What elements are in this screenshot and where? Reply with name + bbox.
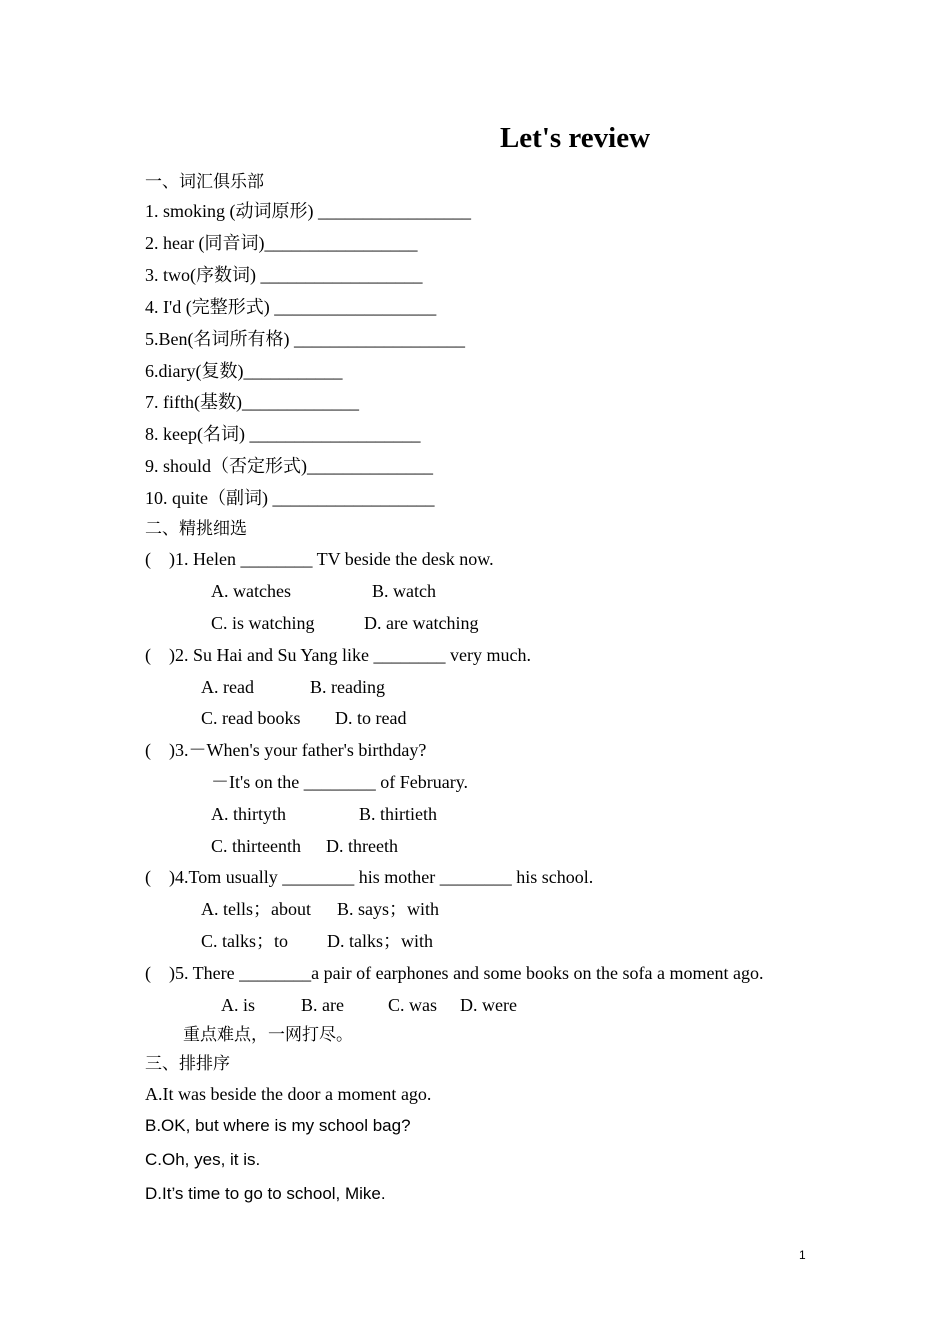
vocab-item-1: 1. smoking (动词原形) _________________ <box>145 201 471 221</box>
question-3-option-d: D. threeth <box>326 836 398 856</box>
question-3-option-a: A. thirtyth <box>211 804 286 824</box>
question-2-option-a: A. read <box>201 677 254 697</box>
question-5-stem: ( )5. There ________a pair of earphones and some books on the sofa a moment ago. <box>145 963 764 983</box>
page-title: Let's review <box>499 122 651 154</box>
question-4-stem: ( )4.Tom usually ________ his mother ________ his school. <box>145 867 594 887</box>
question-4-option-b: B. says；with <box>337 899 440 919</box>
question-1-option-a: A. watches <box>211 581 291 601</box>
question-3-stem-reply: －It's on the ________ of February. <box>211 772 469 792</box>
question-5-option-a: A. is <box>221 995 256 1015</box>
section3-heading: 三、排排序 <box>145 1054 230 1074</box>
question-4-option-d: D. talks；with <box>327 931 433 951</box>
vocab-item-9: 9. should（否定形式)______________ <box>145 456 433 476</box>
vocab-item-8: 8. keep(名词) ___________________ <box>145 424 421 444</box>
vocab-item-3: 3. two(序数词) __________________ <box>145 265 423 285</box>
question-2-option-b: B. reading <box>310 677 385 697</box>
question-1-option-b: B. watch <box>372 581 436 601</box>
question-3-stem: ( )3.－When's your father's birthday? <box>145 740 427 760</box>
question-2-option-c: C. read books <box>201 708 301 728</box>
vocab-item-7: 7. fifth(基数)_____________ <box>145 392 359 412</box>
vocab-item-10: 10. quite（副词) __________________ <box>145 488 435 508</box>
order-item-b: B.OK, but where is my school bag? <box>145 1116 411 1135</box>
question-1-option-c: C. is watching <box>211 613 315 633</box>
question-1-option-d: D. are watching <box>364 613 479 633</box>
question-5-option-d: D. were <box>460 995 517 1015</box>
question-3-option-b: B. thirtieth <box>359 804 437 824</box>
order-item-a: A.It was beside the door a moment ago. <box>145 1084 432 1104</box>
question-5-option-b: B. are <box>301 995 344 1015</box>
section2-heading: 二、精挑细选 <box>145 519 247 539</box>
question-1-stem: ( )1. Helen ________ TV beside the desk now. <box>145 549 494 569</box>
question-2-option-d: D. to read <box>335 708 407 728</box>
section2-note: 重点难点，一网打尽。 <box>183 1025 353 1045</box>
question-5-option-c: C. was <box>388 995 437 1015</box>
question-3-option-c: C. thirteenth <box>211 836 301 856</box>
vocab-item-5: 5.Ben(名词所有格) ___________________ <box>145 329 465 349</box>
vocab-item-6: 6.diary(复数)___________ <box>145 361 343 381</box>
order-item-d: D.It’s time to go to school, Mike. <box>145 1184 386 1203</box>
question-4-option-a: A. tells；about <box>201 899 311 919</box>
question-2-stem: ( )2. Su Hai and Su Yang like ________ very much. <box>145 645 531 665</box>
vocab-item-4: 4. I'd (完整形式) __________________ <box>145 297 437 317</box>
order-item-c: C.Oh, yes, it is. <box>145 1150 261 1169</box>
page-number: 1 <box>799 1248 806 1262</box>
section1-heading: 一、词汇俱乐部 <box>145 172 264 192</box>
question-4-option-c: C. talks；to <box>201 931 289 951</box>
vocab-item-2: 2. hear (同音词)_________________ <box>145 233 418 253</box>
